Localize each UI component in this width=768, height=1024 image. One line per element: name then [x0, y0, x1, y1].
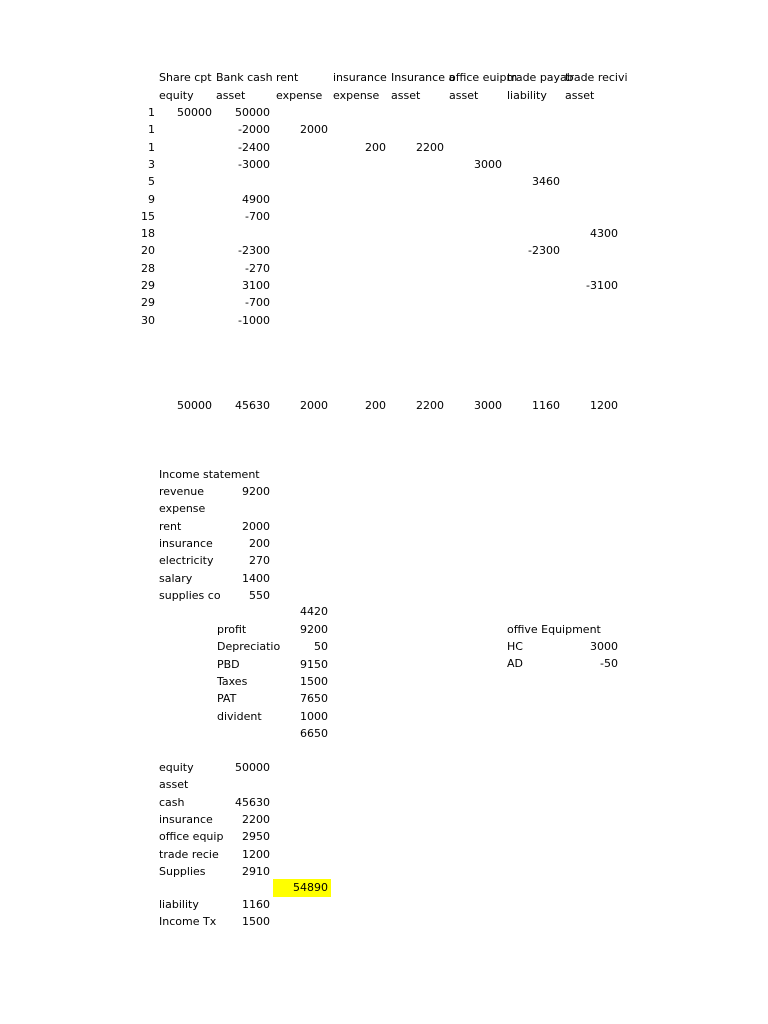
journal-cell: -3000	[238, 157, 270, 171]
journal-header-cell: Insurance a	[391, 71, 456, 84]
journal-cell: -3100	[586, 279, 618, 292]
journal-header-cell: asset	[216, 89, 246, 102]
liability-value: 1500	[242, 915, 270, 929]
journal-total-cell: 2000	[300, 399, 328, 412]
office-equipment-value: 3000	[590, 640, 618, 653]
journal-cell: -700	[245, 209, 270, 223]
journal-row-day: 1	[148, 140, 155, 154]
income-item-label: revenue	[159, 485, 205, 498]
balance-item-value: 2910	[242, 864, 270, 878]
balance-item-label: office equip	[159, 830, 224, 844]
journal-cell: 50000	[235, 106, 270, 119]
income-item-value: 9200	[242, 485, 270, 498]
journal-header-cell: office euipm	[449, 71, 518, 84]
journal-cell: 200	[365, 140, 386, 154]
journal-row-day: 5	[148, 175, 155, 189]
journal-header-cell: rent	[276, 71, 299, 84]
income-result-value: 1000	[300, 709, 328, 723]
journal-header-cell: expense	[333, 89, 380, 102]
balance-item-label: equity	[159, 761, 194, 774]
journal-cell: 50000	[177, 106, 212, 119]
journal-cell: -2300	[528, 244, 560, 258]
journal-cell: -2300	[238, 244, 270, 258]
journal-cell: 4900	[242, 192, 270, 206]
income-item-label: supplies co	[159, 588, 221, 602]
journal-total-cell: 1160	[532, 399, 560, 412]
journal-row-day: 20	[141, 244, 155, 258]
journal-total-cell: 1200	[590, 399, 618, 412]
balance-item-label: insurance	[159, 812, 213, 826]
balance-item-value: 1200	[242, 847, 270, 861]
income-item-label: expense	[159, 502, 206, 516]
asset-total[interactable]: 54890	[293, 881, 328, 894]
income-item-value: 2000	[242, 519, 270, 533]
journal-total-cell: 2200	[416, 399, 444, 412]
journal-header-cell: trade recivi	[565, 71, 628, 84]
journal-cell: -1000	[238, 313, 270, 327]
income-result-label: profit	[217, 623, 247, 636]
journal-row-day: 15	[141, 209, 155, 223]
journal-cell: -270	[245, 261, 270, 275]
income-result-label: Depreciatio	[217, 640, 281, 654]
journal-cell: 2000	[300, 123, 328, 137]
journal-cell: 2200	[416, 140, 444, 154]
journal-cell: 3460	[532, 175, 560, 189]
journal-row-day: 3	[148, 157, 155, 171]
journal-row-day: 28	[141, 261, 155, 275]
journal-row-day: 18	[141, 227, 155, 241]
journal-cell: 4300	[590, 227, 618, 241]
liability-label: Income Tx	[159, 915, 217, 929]
balance-item-label: asset	[159, 778, 189, 792]
journal-row-day: 30	[141, 313, 155, 327]
journal-row-day: 9	[148, 192, 155, 206]
expense-total: 4420	[300, 605, 328, 618]
journal-row-day: 29	[141, 296, 155, 310]
balance-item-label: Supplies	[159, 864, 206, 878]
income-item-value: 200	[249, 536, 270, 550]
income-item-value: 550	[249, 588, 270, 602]
income-result-value: 50	[314, 640, 328, 654]
income-statement-title: Income statement	[159, 468, 260, 481]
office-equipment-title: offive Equipment	[507, 623, 601, 636]
balance-item-value: 45630	[235, 795, 270, 809]
journal-total-cell: 50000	[177, 399, 212, 412]
journal-cell: -2400	[238, 140, 270, 154]
income-result-label: Taxes	[217, 674, 248, 688]
journal-header-cell: insurance	[333, 71, 387, 84]
journal-row-day: 1	[148, 123, 155, 137]
journal-total-cell: 45630	[235, 399, 270, 412]
income-result-label: PAT	[217, 692, 237, 706]
balance-item-label: trade recie	[159, 847, 219, 861]
liability-value: 1160	[242, 898, 270, 911]
income-result-value: 7650	[300, 692, 328, 706]
income-result-label: divident	[217, 709, 262, 723]
income-result-value: 9200	[300, 623, 328, 636]
journal-total-cell: 200	[365, 399, 386, 412]
balance-item-value: 2200	[242, 812, 270, 826]
journal-cell: -700	[245, 296, 270, 310]
journal-cell: -2000	[238, 123, 270, 137]
office-equipment-label: AD	[507, 657, 523, 671]
journal-header-cell: liability	[507, 89, 547, 102]
office-equipment-value: -50	[600, 657, 618, 671]
journal-header-cell: equity	[159, 89, 194, 102]
income-item-value: 1400	[242, 571, 270, 585]
income-item-label: insurance	[159, 536, 213, 550]
journal-header-cell: expense	[276, 89, 323, 102]
income-item-value: 270	[249, 554, 270, 568]
balance-item-label: cash	[159, 795, 185, 809]
journal-header-cell: asset	[391, 89, 421, 102]
journal-total-cell: 3000	[474, 399, 502, 412]
journal-header-cell: asset	[449, 89, 479, 102]
liability-label: liability	[159, 898, 199, 911]
journal-row-day: 1	[148, 106, 155, 119]
office-equipment-label: HC	[507, 640, 523, 653]
income-result-value: 1500	[300, 674, 328, 688]
income-result-value: 9150	[300, 657, 328, 671]
income-item-label: electricity	[159, 554, 214, 568]
journal-header-cell: Share cpt	[159, 71, 212, 84]
balance-item-value: 2950	[242, 830, 270, 844]
journal-row-day: 29	[141, 279, 155, 292]
journal-header-cell: trade payab	[507, 71, 574, 84]
balance-item-value: 50000	[235, 761, 270, 774]
journal-header-cell: Bank cash	[216, 71, 273, 84]
retained-earnings: 6650	[300, 727, 328, 740]
journal-header-cell: asset	[565, 89, 595, 102]
income-item-label: rent	[159, 519, 182, 533]
income-result-label: PBD	[217, 657, 240, 671]
journal-cell: 3100	[242, 279, 270, 292]
income-item-label: salary	[159, 571, 193, 585]
journal-cell: 3000	[474, 157, 502, 171]
